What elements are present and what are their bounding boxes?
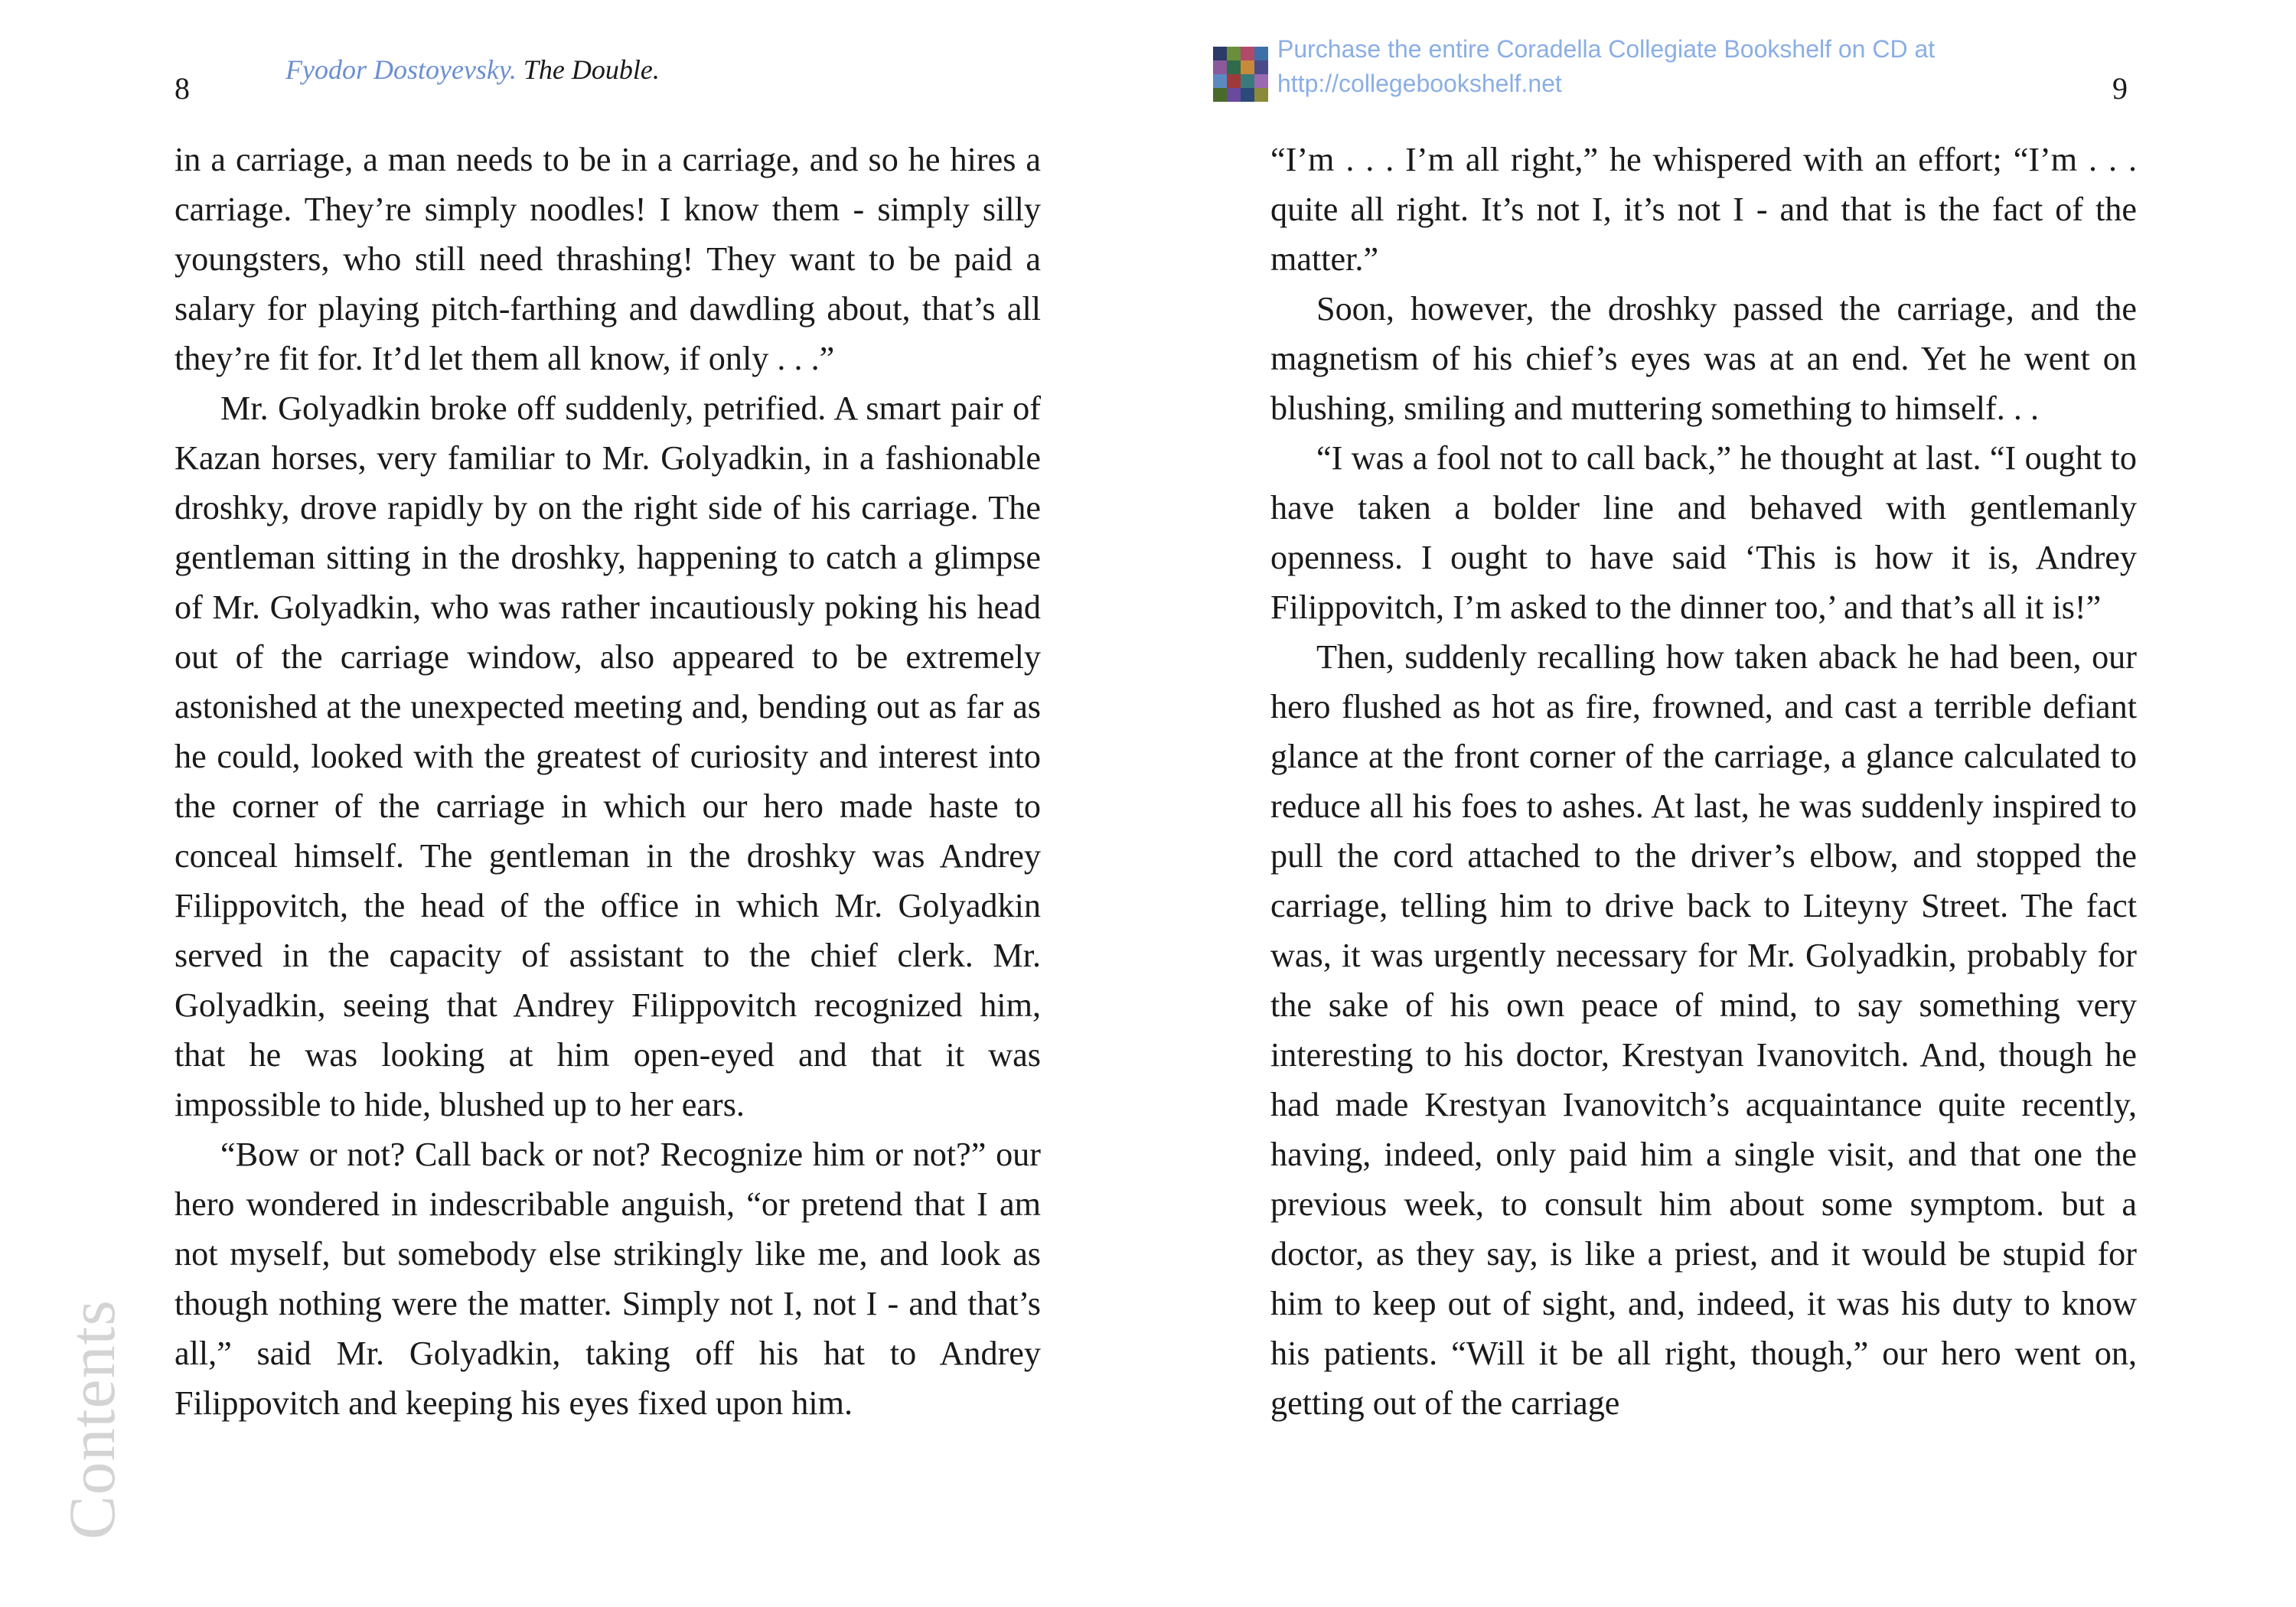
promo-text <box>1277 32 1935 101</box>
promo-line-1: Purchase the entire Coradella Collegiate Bookshelf on CD at <box>1277 35 1936 63</box>
author-link[interactable]: Fyodor Dostoyevsky. <box>285 54 517 85</box>
page-number-right: 9 <box>2112 71 2128 106</box>
running-head <box>285 55 660 86</box>
contents-tab-label: Contents <box>55 1299 129 1540</box>
page-number-left: 8 <box>174 71 190 106</box>
left-body-text <box>174 135 1041 1428</box>
contents-tab[interactable] <box>38 1293 145 1546</box>
right-body-text <box>1270 135 2137 1428</box>
paragraph: Soon, however, the droshky passed the carriage, and the magnetism of his chief’s eyes was at an end. Yet he went on blushing, smiling and muttering something to himself. . . <box>1270 290 2137 427</box>
right-page <box>1148 0 2296 1607</box>
paragraph: in a carriage, a man needs to be in a carriage, and so he hires a carriage. They’re simply noodles! I know them - simply silly youngsters, who still need thrashing! They want to be paid a salary for playing pitch-farthing and dawdling about, that’s all they’re fit for. It’d let them all know, if only . . .” <box>174 141 1041 377</box>
paragraph: Mr. Golyadkin broke off suddenly, petrified. A smart pair of Kazan horses, very familiar to Mr. Golyadkin, in a fashionable droshky, drove rapidly by on the right side of his carriage. The gentleman sitting in the droshky, happening to catch a glimpse of Mr. Golyadkin, who was rather incautiously poking his head out of the carriage window, also appeared to be extremely astonished at the unexpected meeting and, bending out as far as he could, looked with the greatest of curiosity and interest into the corner of the carriage in which our hero made haste to conceal himself. The gentleman in the droshky was Andrey Filippovitch, the head of the office in which Mr. Golyadkin served in the capacity of assistant to the chief clerk. Mr. Golyadkin, seeing that Andrey Filippovitch recognized him, that he was looking at him open-eyed and that it was impossible to hide, blushed up to her ears. <box>174 390 1041 1123</box>
paragraph: “Bow or not? Call back or not? Recognize him or not?” our hero wondered in indescribable anguish, “or pretend that I am not myself, but somebody else strikingly like me, and look as though nothing were the matter. Simply not I, not I - and that’s all,” said Mr. Golyadkin, taking off his hat to Andrey Filippovitch and keeping his eyes fixed upon him. <box>174 1136 1041 1422</box>
paragraph: “I was a fool not to call back,” he thought at last. “I ought to have taken a bolder line and behaved with gentlemanly openness. I ought to have said ‘This is how it is, Andrey Filippovitch, I’m asked to the dinner too,’ and that’s all it is!” <box>1270 439 2137 626</box>
coradella-logo-icon <box>1213 46 1268 103</box>
paragraph: “I’m . . . I’m all right,” he whispered with an effort; “I’m . . . quite all right. It’s not I, it’s not I - and that is the fact of the matter.” <box>1270 141 2137 278</box>
promo-banner[interactable] <box>1213 32 1935 109</box>
paragraph: Then, suddenly recalling how taken aback he had been, our hero flushed as hot as fire, frowned, and cast a terrible defiant glance at the front corner of the carriage, a glance calculated to reduce all his foes to ashes. At last, he was suddenly inspired to pull the cord attached to the driver’s elbow, and stopped the carriage, telling him to drive back to Liteyny Street. The fact was, it was urgently necessary for Mr. Golyadkin, probably for the sake of his own peace of mind, to say something very interesting to his doctor, Krestyan Ivanovitch. And, though he had made Krestyan Ivanovitch’s acquaintance quite recently, having, indeed, only paid him a single visit, and that one the previous week, to consult him about some symptom. but a doctor, as they say, is like a priest, and it would be stupid for him to keep out of sight, and, indeed, it was his duty to know his patients. “Will it be all right, though,” our hero went on, getting out of the carriage <box>1270 638 2137 1422</box>
book-title: The Double. <box>523 54 660 85</box>
promo-url-link[interactable]: http://collegebookshelf.net <box>1277 70 1562 97</box>
